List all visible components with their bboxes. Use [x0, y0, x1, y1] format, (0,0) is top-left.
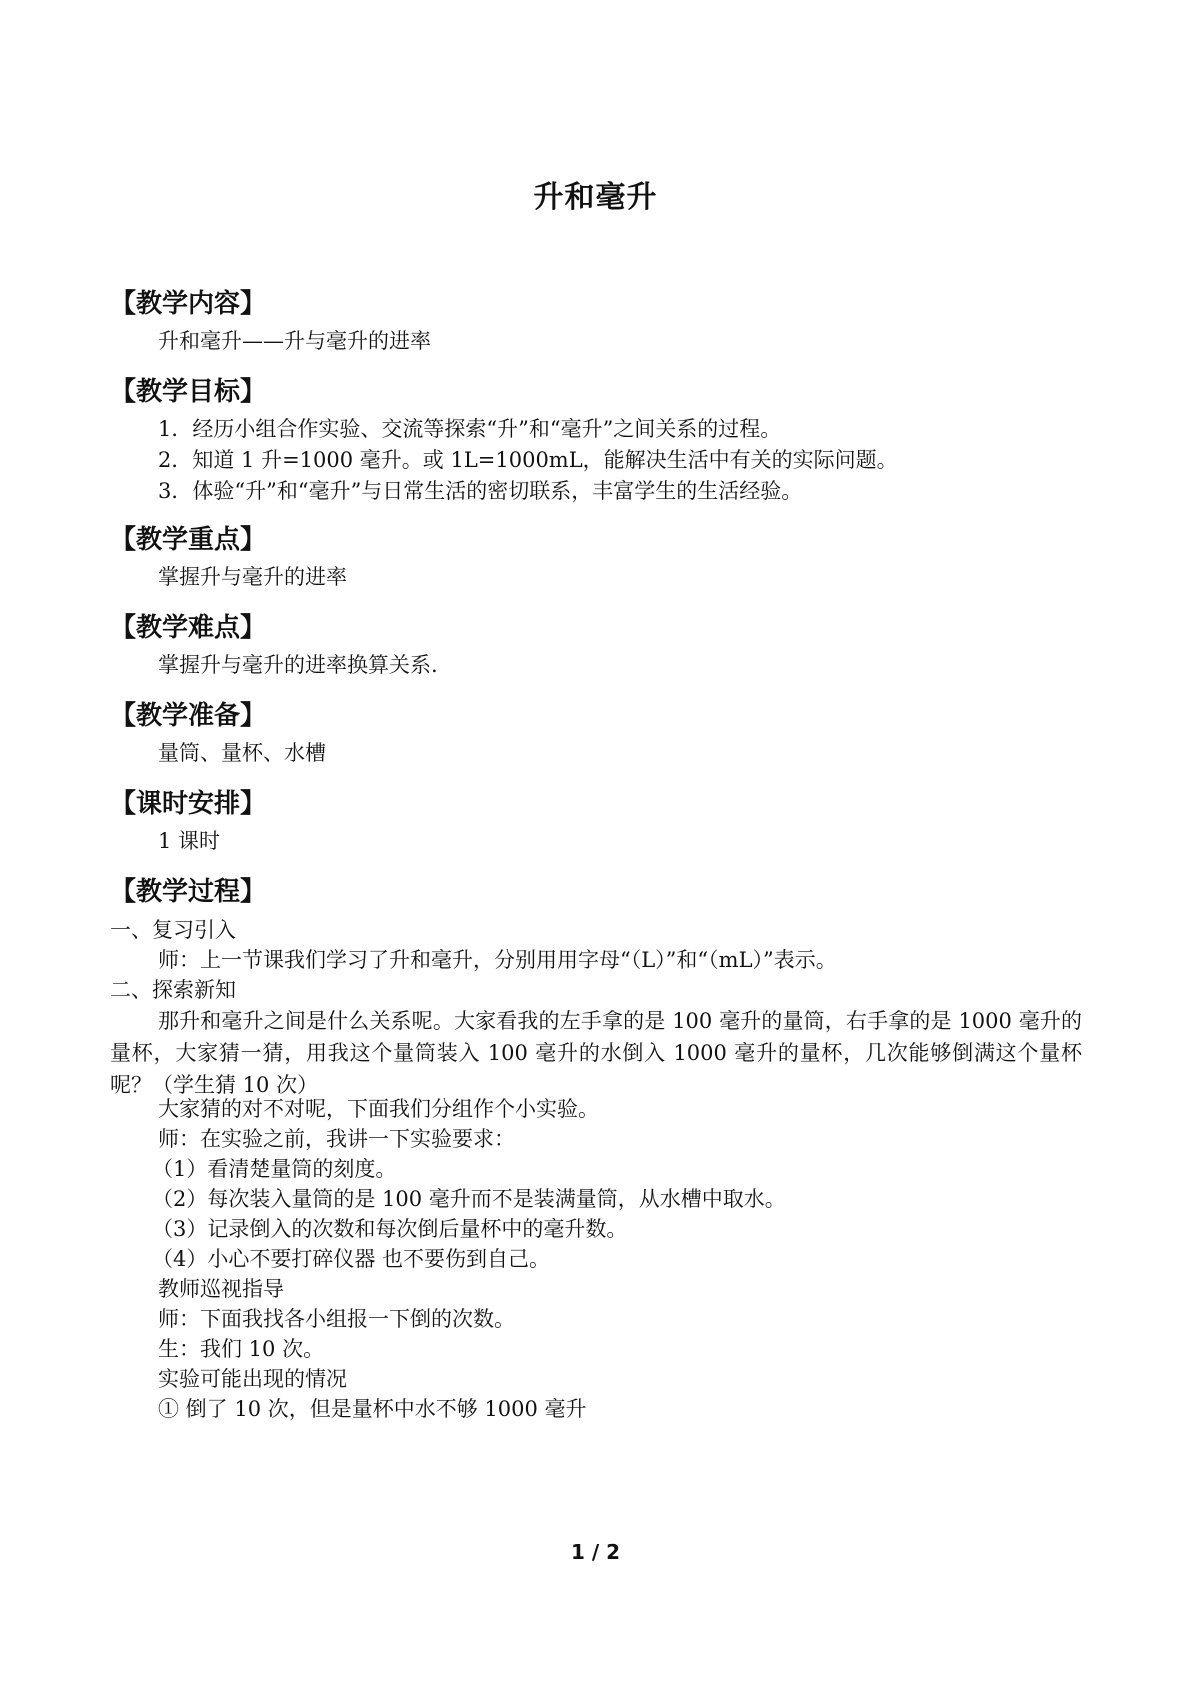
page-number: 1 / 2 — [570, 1540, 621, 1564]
heading-schedule: 【课时安排】 — [110, 789, 267, 819]
process-line-4: （2）每次装入量筒的是 100 毫升而不是装满量筒，从水槽中取水。 — [152, 1187, 786, 1211]
process-line-6: （4）小心不要打碎仪器 也不要伤到自己。 — [152, 1247, 551, 1271]
process-line-7: 教师巡视指导 — [158, 1277, 284, 1301]
process-line-10: 实验可能出现的情况 — [158, 1367, 347, 1391]
heading-preparation: 【教学准备】 — [110, 701, 267, 731]
process-part2-title: 二、探索新知 — [110, 978, 236, 1002]
content-text: 升和毫升——升与毫升的进率 — [158, 329, 431, 353]
goal-item-3: 3．体验“升”和“毫升”与日常生活的密切联系，丰富学生的生活经验。 — [158, 479, 803, 503]
heading-key-points: 【教学重点】 — [110, 525, 267, 555]
heading-difficulties: 【教学难点】 — [110, 613, 267, 643]
process-line-3: （1）看清楚量筒的刻度。 — [152, 1157, 397, 1181]
process-line-1: 大家猜的对不对呢，下面我们分组作个小实验。 — [158, 1097, 599, 1121]
heading-process: 【教学过程】 — [110, 877, 267, 907]
process-line-9: 生：我们 10 次。 — [158, 1337, 325, 1361]
process-line-11: ① 倒了 10 次，但是量杯中水不够 1000 毫升 — [158, 1397, 587, 1421]
process-part1-title: 一、复习引入 — [110, 918, 236, 942]
difficulties-text: 掌握升与毫升的进率换算关系. — [158, 653, 438, 677]
document-title: 升和毫升 — [533, 180, 658, 215]
heading-goals: 【教学目标】 — [110, 377, 267, 407]
goal-item-2: 2．知道 1 升=1000 毫升。或 1L=1000mL，能解决生活中有关的实际问题。 — [158, 448, 898, 472]
heading-content: 【教学内容】 — [110, 289, 267, 319]
process-part2-paragraph: 那升和毫升之间是什么关系呢。大家看我的左手拿的是 100 毫升的量筒，右手拿的是 1000 毫升的量杯，大家猜一猜，用我这个量筒装入 100 毫升的水倒入 1000 毫升的量杯，几次能够倒满这个量杯呢？（学生猜 10 次） — [110, 1009, 1082, 1097]
process-line-8: 师：下面我找各小组报一下倒的次数。 — [158, 1307, 515, 1331]
key-points-text: 掌握升与毫升的进率 — [158, 565, 347, 589]
preparation-text: 量筒、量杯、水槽 — [158, 741, 326, 765]
process-line-5: （3）记录倒入的次数和每次倒后量杯中的毫升数。 — [152, 1217, 628, 1241]
process-part1-text: 师：上一节课我们学习了升和毫升，分别用用字母“（L）”和“（mL）”表示。 — [158, 948, 837, 972]
goal-item-1: 1．经历小组合作实验、交流等探索“升”和“毫升”之间关系的过程。 — [158, 417, 782, 441]
process-line-2: 师：在实验之前，我讲一下实验要求： — [158, 1127, 515, 1151]
schedule-text: 1 课时 — [158, 829, 221, 853]
